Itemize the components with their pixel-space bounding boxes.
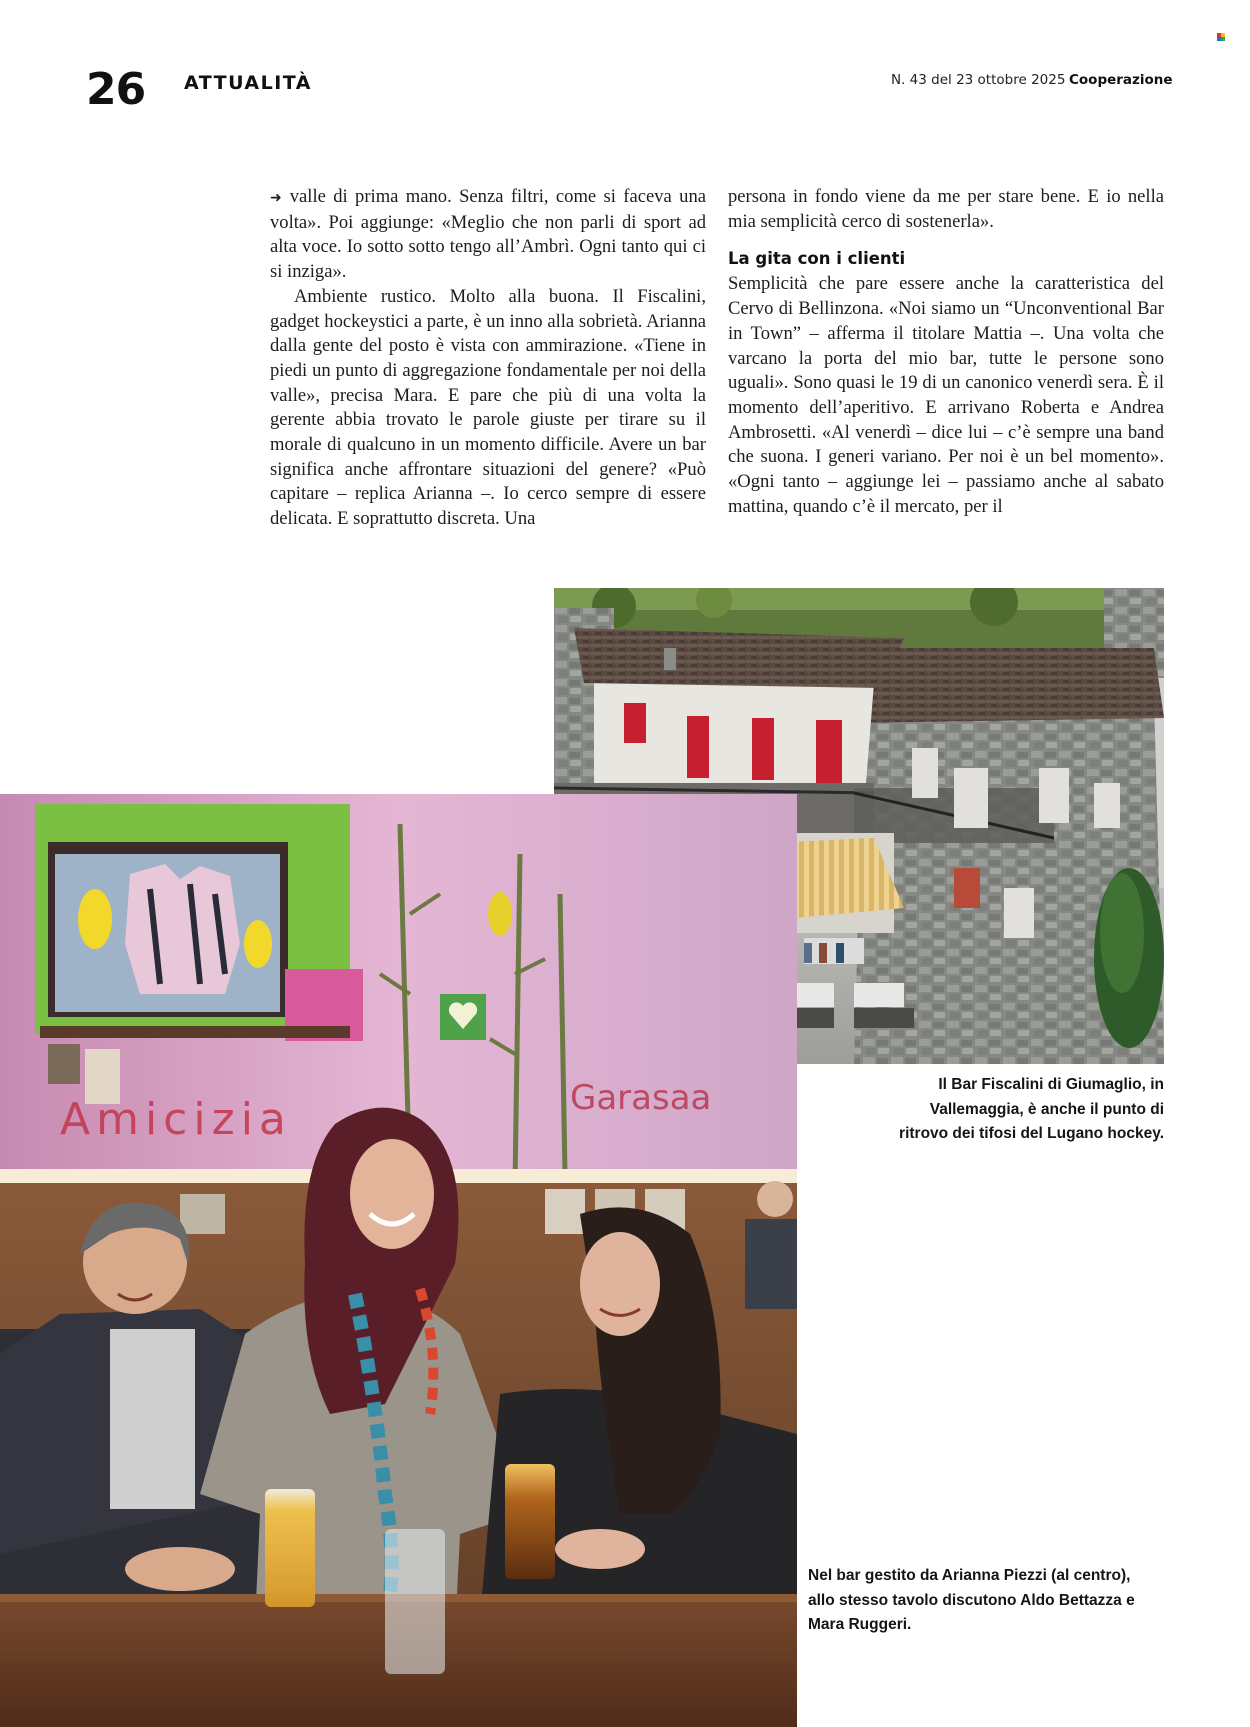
paragraph (270, 185, 706, 285)
wall-graffiti-amicizia: Amicizia (60, 1094, 292, 1145)
bar-interior-photo (0, 794, 797, 1727)
article-left-column (270, 185, 706, 532)
paragraph: Ambiente rustico. Molto alla buona. Il Fiscalini, gadget hockeystici a parte, è un inno alla sobrietà. Arianna dalla gente del posto è vista con ammirazione. «Tiene in piedi un punto di aggregazione fondamentale per noi della valle», precisa Mara. E pare che più di una volta la gerente abbia trovato le parole giuste per tirare su il morale di qualcuno in un momento difficile. Avere un bar significa anche affrontare situazioni del genere? «Può capitare – replica Arianna –. Io cerco sempre di essere delicata. E soprattutto discreta. Una (270, 285, 706, 530)
article-right-column (728, 185, 1164, 519)
paragraph-text: valle di prima mano. Senza filtri, come si faceva una volta». Poi aggiunge: «Meglio che non parli di sport ad alta voce. Io sotto sotto tengo all’Ambrì. Ogni tanto qui ci si inziga». (270, 186, 706, 283)
wall-graffiti-garasaa: Garasaa (570, 1078, 712, 1118)
paragraph: persona in fondo viene da me per stare bene. E io nella mia semplicità cerco di sostenerla». (728, 186, 1164, 232)
color-registration-mark (1217, 33, 1225, 41)
page-number: 26 (86, 64, 146, 115)
right-arrow-icon: ➜ (270, 190, 282, 206)
house-photo-caption: Il Bar Fiscalini di Giumaglio, in Vallemaggia, è anche il punto di ritrovo dei tifosi del Lugano hockey. (899, 1076, 1164, 1143)
section-title: ATTUALITÀ (184, 72, 313, 94)
issue-info: N. 43 del 23 ottobre 2025 (891, 72, 1066, 88)
bar-photo-caption: Nel bar gestito da Arianna Piezzi (al centro), allo stesso tavolo discutono Aldo Bettazza e Mara Ruggeri. (808, 1567, 1135, 1634)
magazine-name: Cooperazione (1069, 72, 1173, 88)
subheading: La gita con i clienti (728, 249, 906, 269)
paragraph: Semplicità che pare essere anche la caratteristica del Cervo di Bellinzona. «Noi siamo un “Unconventional Bar in Town” – afferma il titolare Mattia –. Una volta che varcano la porta del mio bar, tutte le persone sono uguali». Sono quasi le 19 di un canonico venerdì sera. È il momento dell’aperitivo. E arrivano Roberta e Andrea Ambrosetti. «Al venerdì – dice lui – c’è sempre una band che suona. I generi variano. Per noi è un bel momento». «Ogni tanto – aggiunge lei – passiamo anche al sabato mattina, quando c’è il mercato, per il (728, 273, 1164, 517)
